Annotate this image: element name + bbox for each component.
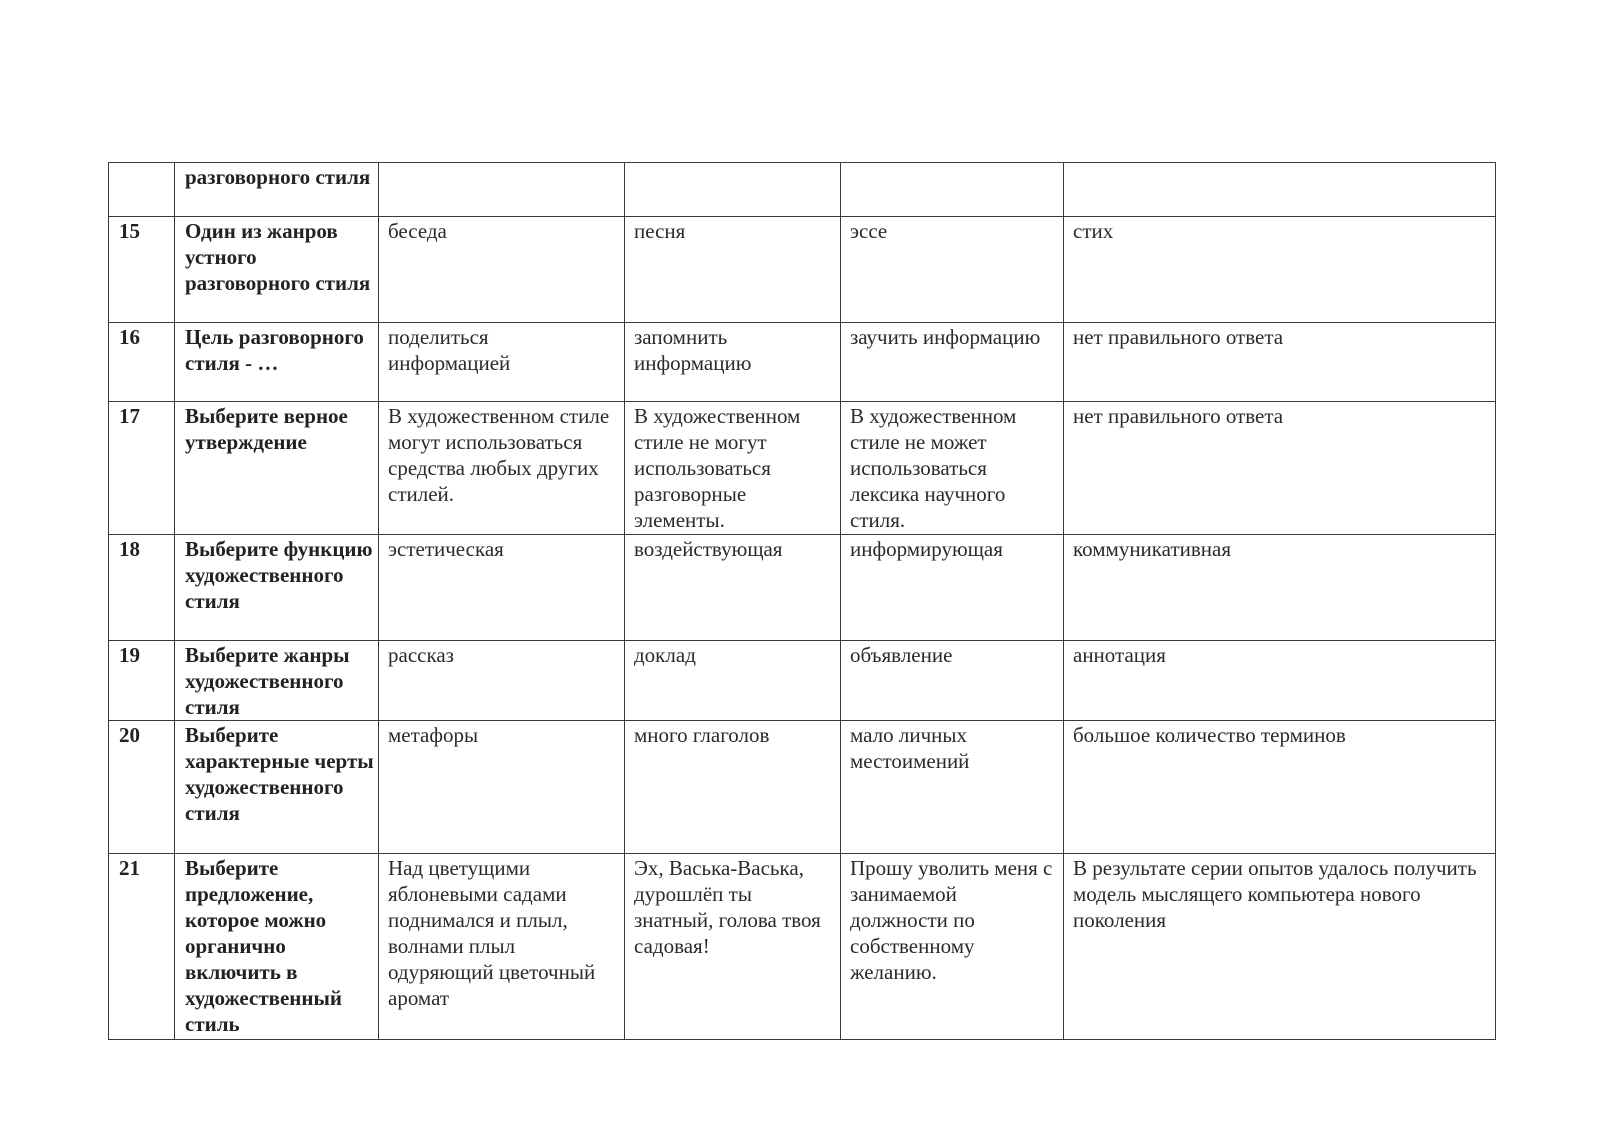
answer-option-1: поделиться информацией [379,323,625,402]
answer-option-2: доклад [625,641,841,721]
answer-option-3: объявление [841,641,1064,721]
answer-option-1: эстетическая [379,535,625,641]
question-text: Выберите предложение, которое можно органично включить в художественный стиль [175,854,379,1040]
table-row [109,217,1496,323]
question-text: Выберите верное утверждение [175,402,379,535]
answer-option-2 [625,163,841,217]
answer-option-3: информирующая [841,535,1064,641]
answer-option-1 [379,163,625,217]
question-number: 15 [109,217,175,323]
question-number: 19 [109,641,175,721]
question-text: Выберите функцию художественного стиля [175,535,379,641]
answer-option-3: заучить информацию [841,323,1064,402]
answer-option-2: много глаголов [625,721,841,854]
answer-option-4: коммуникативная [1064,535,1496,641]
answer-option-4: нет правильного ответа [1064,402,1496,535]
answer-option-3: Прошу уволить меня с занимаемой должности по собственному желанию. [841,854,1064,1040]
answer-option-3: эссе [841,217,1064,323]
answer-option-2: Эх, Васька-Васька, дурошлёп ты знатный, голова твоя садовая! [625,854,841,1040]
question-text: Цель разговорного стиля - … [175,323,379,402]
question-text: Один из жанров устного разговорного стиля [175,217,379,323]
answer-option-2: песня [625,217,841,323]
answer-option-4: аннотация [1064,641,1496,721]
answer-option-4: большое количество терминов [1064,721,1496,854]
answer-option-1: метафоры [379,721,625,854]
table-row [109,535,1496,641]
answer-option-2: воздействующая [625,535,841,641]
answer-option-3 [841,163,1064,217]
answer-option-3: мало личных местоимений [841,721,1064,854]
answer-option-4: стих [1064,217,1496,323]
table-row [109,323,1496,402]
table-row [109,163,1496,217]
question-text: Выберите жанры художественного стиля [175,641,379,721]
answer-option-2: В художественном стиле не могут использоваться разговорные элементы. [625,402,841,535]
question-text: разговорного стиля [175,163,379,217]
answer-option-4: В результате серии опытов удалось получить модель мыслящего компьютера нового поколения [1064,854,1496,1040]
question-text: Выберите характерные черты художественного стиля [175,721,379,854]
answer-option-1: беседа [379,217,625,323]
question-number: 18 [109,535,175,641]
table-row [109,721,1496,854]
answer-option-4 [1064,163,1496,217]
answer-option-1: В художественном стиле могут использоваться средства любых других стилей. [379,402,625,535]
table-row [109,641,1496,721]
question-number: 20 [109,721,175,854]
answer-option-1: Над цветущими яблоневыми садами поднимался и плыл, волнами плыл одуряющий цветочный аромат [379,854,625,1040]
question-number [109,163,175,217]
table-row [109,402,1496,535]
answer-option-1: рассказ [379,641,625,721]
answer-option-2: запомнить информацию [625,323,841,402]
question-number: 21 [109,854,175,1040]
answer-option-3: В художественном стиле не может использоваться лексика научного стиля. [841,402,1064,535]
quiz-table [108,162,1496,1040]
question-number: 16 [109,323,175,402]
table-row [109,854,1496,1040]
answer-option-4: нет правильного ответа [1064,323,1496,402]
question-number: 17 [109,402,175,535]
